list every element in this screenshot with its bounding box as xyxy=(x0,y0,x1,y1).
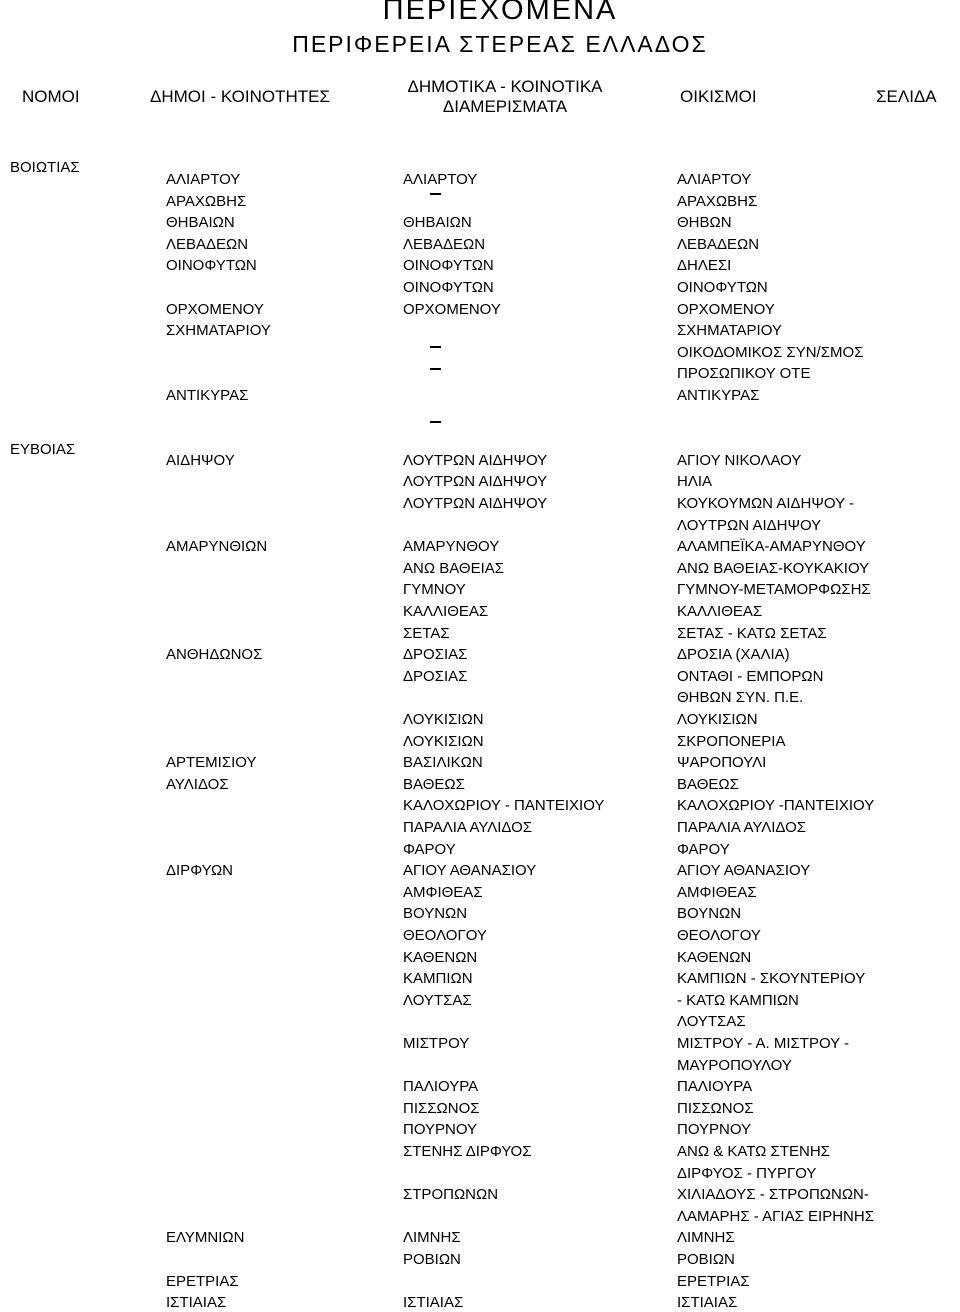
dimos-cell: ΙΣΤΙΑΙΑΣ xyxy=(166,1294,227,1312)
dimotiko-cell: ΘΗΒΑΙΩΝ xyxy=(403,214,472,232)
empty-dash xyxy=(430,346,441,348)
dimotiko-cell: ΔΡΟΣΙΑΣ xyxy=(403,667,468,685)
oikismos-cell: ΛΟΥΤΡΩΝ ΑΙΔΗΨΟΥ xyxy=(677,516,822,534)
oikismos-cell: ΟΝΤΑΘΙ - ΕΜΠΟΡΩΝ xyxy=(677,667,824,685)
dimos-cell: ΣΧΗΜΑΤΑΡΙΟΥ xyxy=(166,322,271,340)
dimotiko-cell: ΑΝΩ ΒΑΘΕΙΑΣ xyxy=(403,559,505,577)
dimotiko-cell: ΣΕΤΑΣ xyxy=(403,624,450,642)
dimotiko-cell: ΓΥΜΝΟΥ xyxy=(403,581,466,599)
oikismos-cell: ΜΑΥΡΟΠΟΥΛΟΥ xyxy=(677,1056,792,1074)
oikismos-cell: ΑΛΙΑΡΤΟΥ xyxy=(677,171,752,188)
oikismos-cell: ΡΟΒΙΩΝ xyxy=(677,1251,735,1268)
oikismos-cell: ΑΜΦΙΘΕΑΣ xyxy=(677,883,757,901)
header-nomoi: ΝΟΜΟΙ xyxy=(22,87,80,106)
nomos-cell: ΕΥΒΟΙΑΣ xyxy=(10,441,76,458)
dimotiko-cell: ΛΟΥΚΙΣΙΩΝ xyxy=(403,732,484,750)
dimotiko-cell: ΒΑΘΕΩΣ xyxy=(403,775,465,793)
oikismos-cell: ΑΛΑΜΠΕΪΚΑ-ΑΜΑΡΥΝΘΟΥ xyxy=(677,538,866,556)
dimotiko-cell: ΛΟΥΤΡΩΝ ΑΙΔΗΨΟΥ xyxy=(403,451,548,469)
dimos-cell: ΕΛΥΜΝΙΩΝ xyxy=(166,1229,245,1247)
oikismos-cell: ΑΝΤΙΚΥΡΑΣ xyxy=(677,387,760,404)
oikismos-cell: ΒΑΘΕΩΣ xyxy=(677,775,739,793)
oikismos-cell: ΛΟΥΚΙΣΙΩΝ xyxy=(677,711,758,728)
oikismos-cell: ΔΗΛΕΣΙ xyxy=(677,257,732,275)
oikismos-cell: ΛΙΜΝΗΣ xyxy=(677,1229,735,1247)
oikismos-cell: ΣΚΡΟΠΟΝΕΡΙΑ xyxy=(677,732,786,750)
dimotiko-cell: ΛΟΥΤΡΩΝ ΑΙΔΗΨΟΥ xyxy=(403,473,548,491)
dimotiko-cell: ΟΙΝΟΦΥΤΩΝ xyxy=(403,279,494,296)
dimos-cell: ΑΡΤΕΜΙΣΙΟΥ xyxy=(166,754,257,772)
dimos-cell: ΑΜΑΡΥΝΘΙΩΝ xyxy=(166,538,268,556)
dimotiko-cell: ΚΑΜΠΙΩΝ xyxy=(403,970,473,988)
oikismos-cell: ΛΕΒΑΔΕΩΝ xyxy=(677,235,760,253)
oikismos-cell: ΘΗΒΩΝ xyxy=(677,214,732,232)
dimotiko-cell: ΑΜΑΡΥΝΘΟΥ xyxy=(403,538,500,556)
dimotiko-cell: ΜΙΣΤΡΟΥ xyxy=(403,1035,470,1052)
dimotiko-cell: ΠΑΡΑΛΙΑ ΑΥΛΙΔΟΣ xyxy=(403,819,533,836)
dimotiko-cell: ΘΕΟΛΟΓΟΥ xyxy=(403,927,487,944)
nomos-cell: ΒΟΙΩΤΙΑΣ xyxy=(10,159,80,177)
oikismos-cell: ΒΟΥΝΩΝ xyxy=(677,905,742,923)
oikismos-cell: ΣΕΤΑΣ - ΚΑΤΩ ΣΕΤΑΣ xyxy=(677,624,827,642)
header-dimotika xyxy=(370,77,640,117)
oikismos-cell: ΚΑΛΛΙΘΕΑΣ xyxy=(677,603,763,620)
empty-dash xyxy=(430,421,441,423)
oikismos-cell: ΠΙΣΣΩΝΟΣ xyxy=(677,1099,754,1117)
dimotiko-cell: ΙΣΤΙΑΙΑΣ xyxy=(403,1294,464,1312)
oikismos-cell: ΟΙΝΟΦΥΤΩΝ xyxy=(677,279,768,296)
dimos-cell: ΛΕΒΑΔΕΩΝ xyxy=(166,235,249,253)
oikismos-cell: ΔΡΟΣΙΑ (ΧΑΛΙΑ) xyxy=(677,646,790,664)
dimotiko-cell: ΒΑΣΙΛΙΚΩΝ xyxy=(403,754,483,772)
oikismos-cell: ΧΙΛΙΑΔΟΥΣ - ΣΤΡΟΠΩΝΩΝ- xyxy=(677,1186,869,1204)
dimos-cell: ΘΗΒΑΙΩΝ xyxy=(166,214,235,232)
oikismos-cell: ΠΟΥΡΝΟΥ xyxy=(677,1121,752,1139)
oikismos-cell: ΚΑΛΟΧΩΡΙΟΥ -ΠΑΝΤΕΙΧΙΟΥ xyxy=(677,797,875,815)
dimotiko-cell: ΡΟΒΙΩΝ xyxy=(403,1251,461,1268)
oikismos-cell: ΚΟΥΚΟΥΜΩΝ ΑΙΔΗΨΟΥ - xyxy=(677,495,854,512)
dimotiko-cell: ΔΡΟΣΙΑΣ xyxy=(403,646,468,664)
oikismos-cell: ΕΡΕΤΡΙΑΣ xyxy=(677,1272,750,1290)
dimos-cell: ΑΥΛΙΔΟΣ xyxy=(166,775,229,793)
dimotiko-cell: ΛΟΥΤΡΩΝ ΑΙΔΗΨΟΥ xyxy=(403,495,548,512)
dimotiko-cell: ΛΙΜΝΗΣ xyxy=(403,1229,461,1247)
oikismos-cell: ΚΑΜΠΙΩΝ - ΣΚΟΥΝΤΕΡΙΟΥ xyxy=(677,970,866,988)
dimos-cell: ΑΙΔΗΨΟΥ xyxy=(166,451,235,469)
dimos-cell: ΑΝΘΗΔΩΝΟΣ xyxy=(166,646,263,664)
oikismos-cell: ΓΥΜΝΟΥ-ΜΕΤΑΜΟΡΦΩΣΗΣ xyxy=(677,581,871,599)
dimos-cell: ΔΙΡΦΥΩΝ xyxy=(166,862,234,880)
oikismos-cell: - ΚΑΤΩ ΚΑΜΠΙΩΝ xyxy=(677,991,799,1009)
dimotiko-cell: ΑΛΙΑΡΤΟΥ xyxy=(403,171,478,188)
dimotiko-cell: ΣΤΡΟΠΩΝΩΝ xyxy=(403,1186,499,1204)
oikismos-cell: ΠΑΛΙΟΥΡΑ xyxy=(677,1078,753,1096)
oikismos-cell: ΨΑΡΟΠΟΥΛΙ xyxy=(677,754,767,772)
dimotiko-cell: ΛΕΒΑΔΕΩΝ xyxy=(403,235,486,253)
dimotiko-cell: ΛΟΥΤΣΑΣ xyxy=(403,991,472,1009)
dimos-cell: ΟΙΝΟΦΥΤΩΝ xyxy=(166,257,257,275)
oikismos-cell: ΗΛΙΑ xyxy=(677,473,713,491)
oikismos-cell: ΘΕΟΛΟΓΟΥ xyxy=(677,927,761,944)
dimotiko-cell: ΠΑΛΙΟΥΡΑ xyxy=(403,1078,479,1096)
oikismos-cell: ΑΝΩ & ΚΑΤΩ ΣΤΕΝΗΣ xyxy=(677,1143,830,1160)
empty-dash xyxy=(430,368,441,370)
oikismos-cell: ΟΙΚΟΔΟΜΙΚΟΣ ΣΥΝ/ΣΜΟΣ xyxy=(677,343,864,361)
dimotiko-cell: ΣΤΕΝΗΣ ΔΙΡΦΥΟΣ xyxy=(403,1143,532,1160)
empty-dash xyxy=(430,193,441,195)
page-title: ΠΕΡΙΕΧΟΜΕΝΑ xyxy=(382,0,618,26)
dimos-cell: ΑΝΤΙΚΥΡΑΣ xyxy=(166,387,249,404)
oikismos-cell: ΣΧΗΜΑΤΑΡΙΟΥ xyxy=(677,322,782,340)
dimos-cell: ΑΡΑΧΩΒΗΣ xyxy=(166,192,247,210)
oikismos-cell: ΟΡΧΟΜΕΝΟΥ xyxy=(677,300,775,318)
dimotiko-cell: ΚΑΛΛΙΘΕΑΣ xyxy=(403,603,489,620)
oikismos-cell: ΠΡΟΣΩΠΙΚΟΥ ΟΤΕ xyxy=(677,365,811,383)
dimotiko-cell: ΟΡΧΟΜΕΝΟΥ xyxy=(403,300,501,318)
header-dimotika-line1: ΔΗΜΟΤΙΚΑ - ΚΟΙΝΟΤΙΚΑ xyxy=(407,77,603,96)
oikismos-cell: ΛΑΜΑΡΗΣ - ΑΓΙΑΣ ΕΙΡΗΝΗΣ xyxy=(677,1207,874,1225)
oikismos-cell: ΔΙΡΦΥΟΣ - ΠΥΡΓΟΥ xyxy=(677,1164,817,1182)
dimos-cell: ΟΡΧΟΜΕΝΟΥ xyxy=(166,300,264,318)
oikismos-cell: ΚΑΘΕΝΩΝ xyxy=(677,948,752,966)
dimos-cell: ΑΛΙΑΡΤΟΥ xyxy=(166,171,241,188)
dimotiko-cell: ΚΑΘΕΝΩΝ xyxy=(403,948,478,966)
dimotiko-cell: ΛΟΥΚΙΣΙΩΝ xyxy=(403,711,484,728)
oikismos-cell: ΑΓΙΟΥ ΑΘΑΝΑΣΙΟΥ xyxy=(677,862,811,880)
oikismos-cell: ΑΝΩ ΒΑΘΕΙΑΣ-ΚΟΥΚΑΚΙΟΥ xyxy=(677,559,870,577)
page-subtitle: ΠΕΡΙΦΕΡΕΙΑ ΣΤΕΡΕΑΣ ΕΛΛΑΔΟΣ xyxy=(292,31,708,57)
dimotiko-cell: ΚΑΛΟΧΩΡΙΟΥ - ΠΑΝΤΕΙΧΙΟΥ xyxy=(403,797,605,815)
oikismos-cell: ΜΙΣΤΡΟΥ - Α. ΜΙΣΤΡΟΥ - xyxy=(677,1035,850,1052)
dimotiko-cell: ΟΙΝΟΦΥΤΩΝ xyxy=(403,257,494,275)
oikismos-cell: ΑΓΙΟΥ ΝΙΚΟΛΑΟΥ xyxy=(677,451,802,469)
oikismos-cell: ΠΑΡΑΛΙΑ ΑΥΛΙΔΟΣ xyxy=(677,819,807,836)
dimotiko-cell: ΑΜΦΙΘΕΑΣ xyxy=(403,883,483,901)
dimos-cell: ΕΡΕΤΡΙΑΣ xyxy=(166,1272,239,1290)
dimotiko-cell: ΑΓΙΟΥ ΑΘΑΝΑΣΙΟΥ xyxy=(403,862,537,880)
dimotiko-cell: ΒΟΥΝΩΝ xyxy=(403,905,468,923)
header-oikismoi: ΟΙΚΙΣΜΟΙ xyxy=(680,87,757,106)
header-selida: ΣΕΛΙΔΑ xyxy=(876,87,937,106)
oikismos-cell: ΘΗΒΩΝ ΣΥΝ. Π.Ε. xyxy=(677,689,804,707)
oikismos-cell: ΙΣΤΙΑΙΑΣ xyxy=(677,1294,738,1312)
oikismos-cell: ΦΑΡΟΥ xyxy=(677,840,730,858)
oikismos-cell: ΑΡΑΧΩΒΗΣ xyxy=(677,192,758,210)
oikismos-cell: ΛΟΥΤΣΑΣ xyxy=(677,1013,746,1031)
header-dimoi: ΔΗΜΟΙ - ΚΟΙΝΟΤΗΤΕΣ xyxy=(150,87,331,106)
header-dimotika-line2: ΔΙΑΜΕΡΙΣΜΑΤΑ xyxy=(442,97,568,116)
dimotiko-cell: ΠΙΣΣΩΝΟΣ xyxy=(403,1099,480,1117)
dimotiko-cell: ΠΟΥΡΝΟΥ xyxy=(403,1121,478,1139)
dimotiko-cell: ΦΑΡΟΥ xyxy=(403,840,456,858)
